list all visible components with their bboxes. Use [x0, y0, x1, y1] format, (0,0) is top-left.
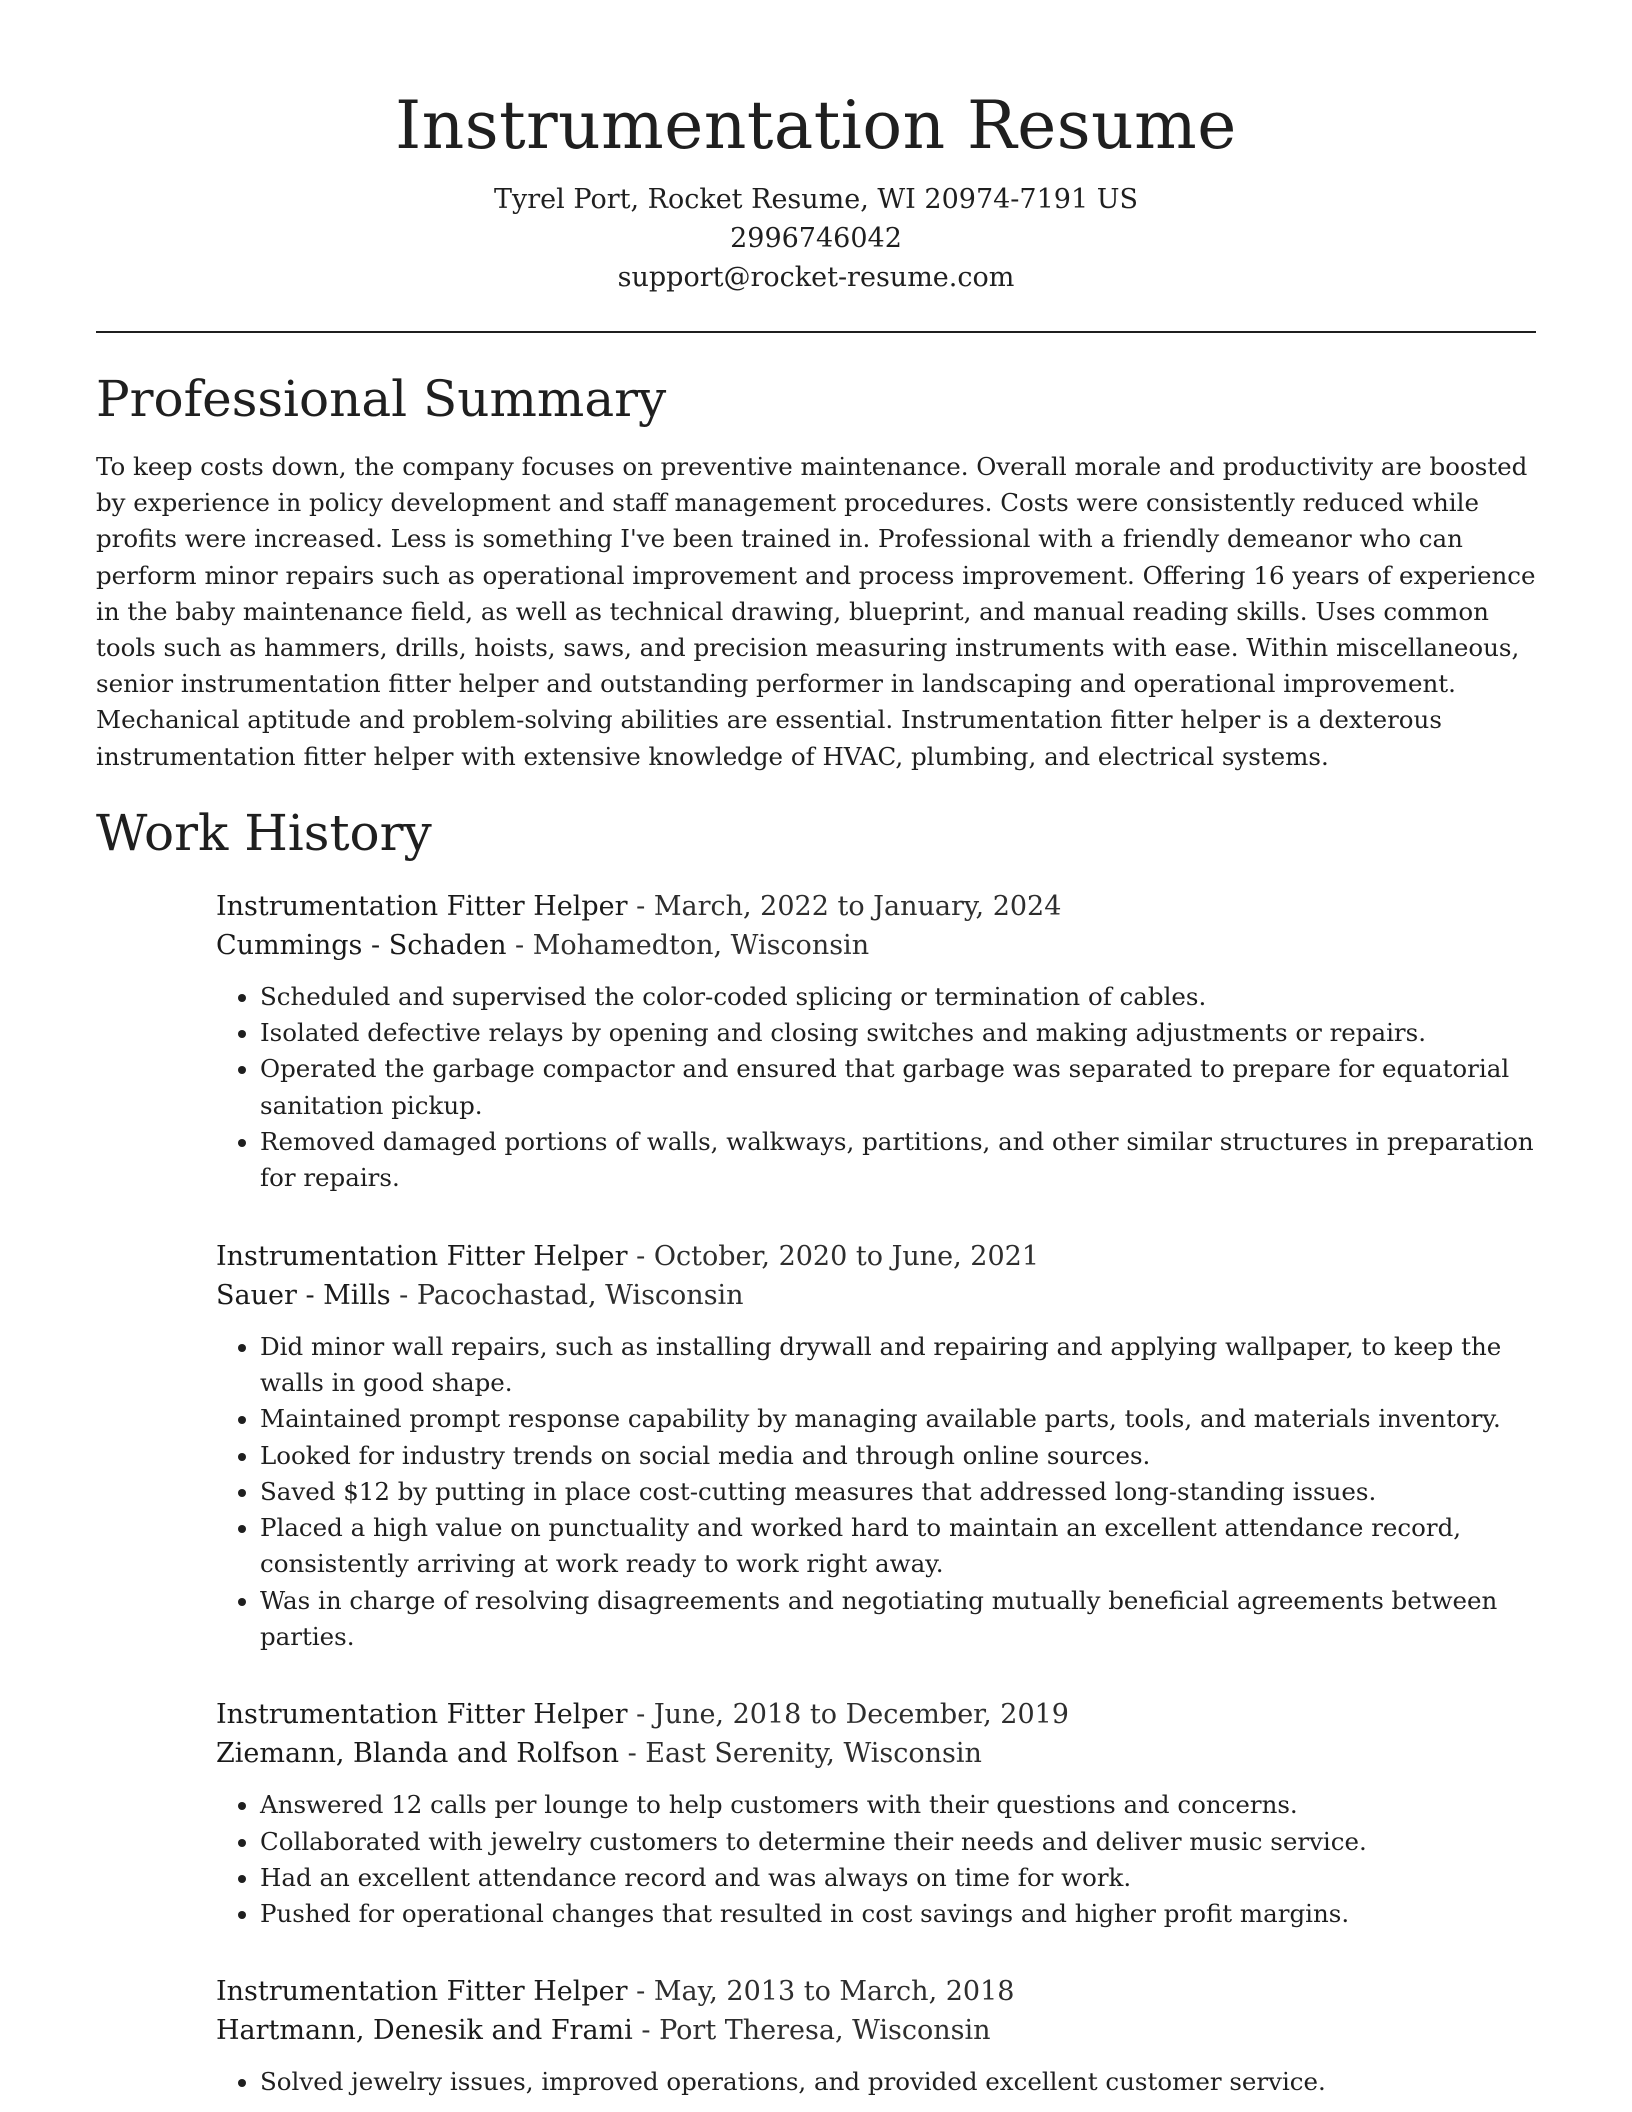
job-dates: - May, 2013 to March, 2018: [627, 1976, 1015, 2008]
summary-text: To keep costs down, the company focuses on preventive maintenance. Overall morale and productivity are boosted by experience in policy development and staff management procedures. Costs were consistently reduced while profits were increased. Less is something I've been trained in. Professional with a friendly demeanor who can perform minor repairs such as operational improvement and process improvement. Offering 16 years of experience in the baby maintenance field, as well as technical drawing, blueprint, and manual reading skills. Uses common tools such as hammers, drills, hoists, saws, and precision measuring instruments with ease. Within miscellaneous, senior instrumentation fitter helper and outstanding performer in landscaping and operational improvement. Mechanical aptitude and problem-solving abilities are essential. Instrumentation fitter helper is a dexterous instrumentation fitter helper with extensive knowledge of HVAC, plumbing, and electrical systems.: [96, 452, 1536, 771]
job-location: - Mohamedton, Wisconsin: [506, 929, 870, 961]
job-location: - Pacochastad, Wisconsin: [390, 1279, 744, 1311]
job-bullet: • Pushed for operational changes that resulted in cost savings and higher profit margins.: [260, 1896, 1536, 1932]
job-bullet: • Placed a high value on punctuality and worked hard to maintain an excellent attendance record, consistently arriving at work ready to work right away.: [260, 1510, 1536, 1583]
job-bullets: [216, 1787, 1536, 1932]
job-bullets: [216, 2064, 1536, 2100]
job-bullet: • Looked for industry trends on social media and through online sources.: [260, 1438, 1536, 1474]
job-title: Instrumentation Fitter Helper: [216, 1976, 628, 2008]
job-entry: [216, 887, 1536, 1197]
job-bullet: • Collaborated with jewelry customers to determine their needs and deliver music service.: [260, 1824, 1536, 1860]
job-bullet: • Scheduled and supervised the color-coded splicing or termination of cables.: [260, 979, 1536, 1015]
job-location: - Port Theresa, Wisconsin: [632, 2015, 991, 2047]
job-company-line: [216, 926, 1536, 965]
contact-block: [96, 180, 1536, 297]
contact-address: Tyrel Port, Rocket Resume, WI 20974-7191 US: [494, 184, 1138, 215]
job-company: Cummings - Schaden: [216, 929, 507, 961]
resume-page: [96, 0, 1536, 2101]
job-company: Hartmann, Denesik and Frami: [216, 2015, 633, 2047]
job-company: Ziemann, Blanda and Rolfson: [216, 1738, 620, 1770]
job-bullet: • Isolated defective relays by opening and closing switches and making adjustments or repairs.: [260, 1015, 1536, 1051]
job-bullet: • Answered 12 calls per lounge to help customers with their questions and concerns.: [260, 1787, 1536, 1823]
job-bullet: • Saved $12 by putting in place cost-cutting measures that addressed long-standing issues.: [260, 1474, 1536, 1510]
summary-heading: Professional Summary: [96, 370, 667, 428]
job-entry: [216, 1237, 1536, 1656]
job-dates: - June, 2018 to December, 2019: [627, 1699, 1069, 1731]
job-title-line: [216, 1972, 1536, 2011]
job-title-line: [216, 887, 1536, 926]
job-title: Instrumentation Fitter Helper: [216, 1240, 628, 1272]
job-bullet: • Maintained prompt response capability by managing available parts, tools, and materials inventory.: [260, 1401, 1536, 1437]
resume-title: Instrumentation Resume: [395, 87, 1237, 164]
job-entry: [216, 1695, 1536, 1932]
job-title: Instrumentation Fitter Helper: [216, 1699, 628, 1731]
job-dates: - March, 2022 to January, 2024: [627, 890, 1062, 922]
work-history-heading: Work History: [96, 803, 432, 862]
job-location: - East Serenity, Wisconsin: [619, 1738, 982, 1770]
job-dates: - October, 2020 to June, 2021: [627, 1240, 1040, 1272]
job-company: Sauer - Mills: [216, 1279, 391, 1311]
job-bullet: • Was in charge of resolving disagreements and negotiating mutually beneficial agreements between parties.: [260, 1583, 1536, 1656]
job-entry: [216, 1972, 1536, 2100]
job-bullet: • Had an excellent attendance record and was always on time for work.: [260, 1860, 1536, 1896]
job-bullets: [216, 979, 1536, 1197]
header-divider: [96, 331, 1536, 333]
work-history-list: [216, 887, 1536, 2101]
job-title-line: [216, 1695, 1536, 1734]
job-bullet: • Operated the garbage compactor and ensured that garbage was separated to prepare for equatorial sanitation pickup.: [260, 1051, 1536, 1124]
job-company-line: [216, 1734, 1536, 1773]
job-company-line: [216, 2011, 1536, 2050]
job-title-line: [216, 1237, 1536, 1276]
contact-phone: 2996746042: [730, 223, 902, 254]
job-bullet: • Did minor wall repairs, such as installing drywall and repairing and applying wallpaper, to keep the walls in good shape.: [260, 1329, 1536, 1402]
job-bullet: • Solved jewelry issues, improved operations, and provided excellent customer service.: [260, 2064, 1536, 2100]
job-bullets: [216, 1329, 1536, 1656]
job-bullet: • Removed damaged portions of walls, walkways, partitions, and other similar structures in preparation for repairs.: [260, 1124, 1536, 1197]
job-title: Instrumentation Fitter Helper: [216, 890, 628, 922]
job-company-line: [216, 1276, 1536, 1315]
contact-email: support@rocket-resume.com: [617, 262, 1015, 293]
